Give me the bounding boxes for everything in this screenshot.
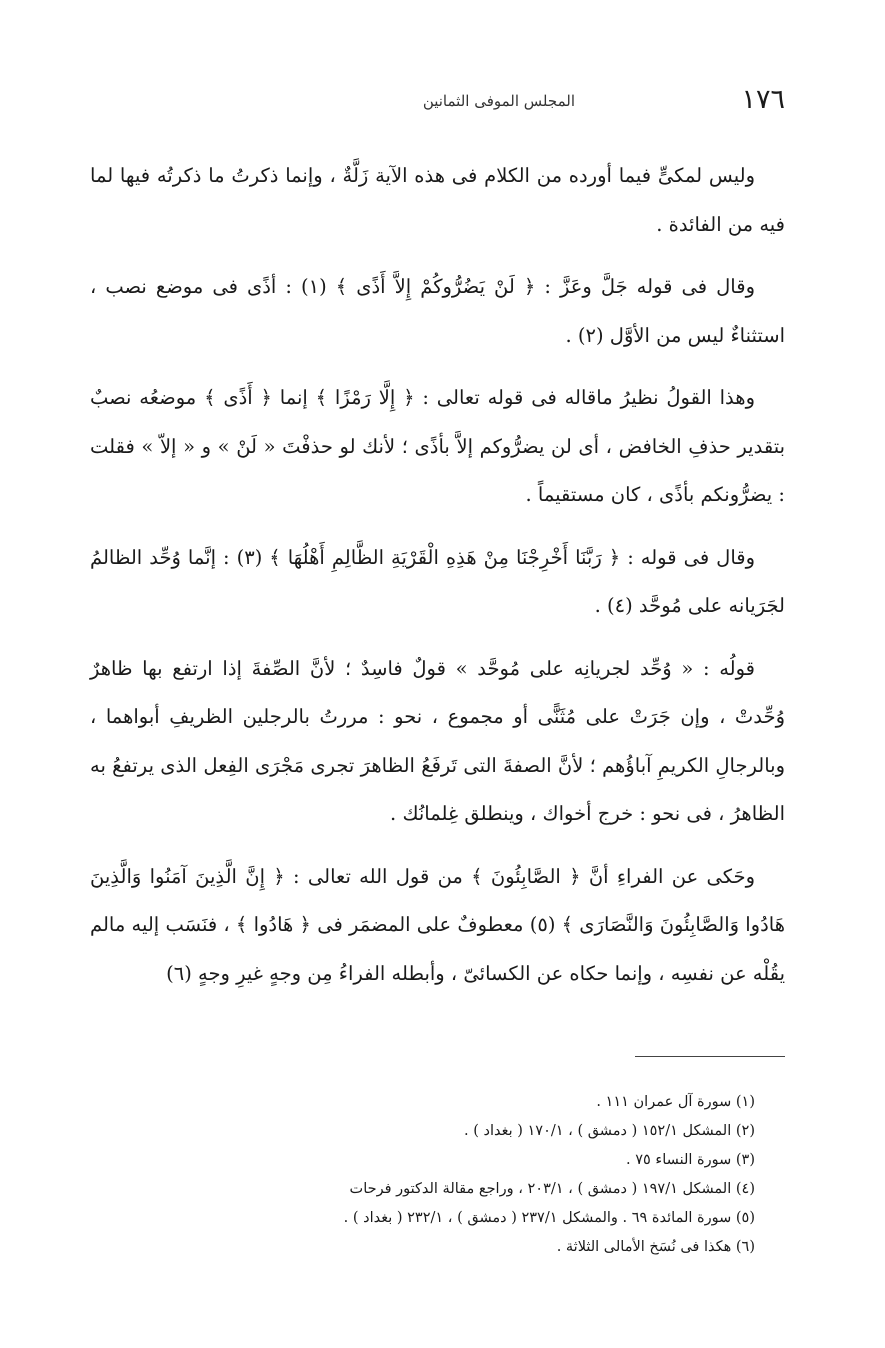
paragraph: وقال فى قوله جَلَّ وعَزَّ : ﴿ لَنْ يَضُرُّوكُمْ إِلاَّ أَذًى ﴾ (١) : أذًى فى موضع نصب ، استثناءٌ ليس من الأوَّل (٢) . bbox=[90, 275, 785, 347]
paragraph: قولُه : « وُحِّد لجريانِه على مُوحَّد » قولٌ فاسِدٌ ؛ لأنَّ الصِّفةَ إذا ارتفع بها ظاهرٌ وُحِّدتْ ، وإن جَرَتْ على مُثَنًّى أو مجموع ، نحو : مررتُ بالرجلين الظريفِ أبواهما ، وبالرجالِ الكريمِ آباؤُهم ؛ لأنَّ الصفةَ التى تَرفَعُ الظاهرَ تجرى مَجْرَى الفِعل الذى يرتفعُ به الظاهرُ ، فى نحو : خرج أخواك ، وينطلق غِلمانُك . bbox=[90, 656, 785, 825]
footnotes bbox=[110, 1088, 755, 1262]
paragraph: وحَكى عن الفراءِ أنَّ ﴿ الصَّابِئُونَ ﴾ من قول الله تعالى : ﴿ إِنَّ الَّذِينَ آمَنُوا وَالَّذِينَ هَادُوا وَالصَّابِئُونَ وَالنَّصَارَى ﴾ (٥) معطوفٌ على المضمَر فى ﴿ هَادُوا ﴾ ، فنَسَب إليه مالم يقُلْه عن نفسِه ، وإنما حكاه عن الكسائىّ ، وأبطله الفراءُ مِن وجهٍ غيرِ وجهٍ (٦) bbox=[90, 864, 785, 985]
running-title: المجلس الموفى الثمانين bbox=[422, 92, 575, 110]
footnote: (٢) المشكل ١٥٢/١ ( دمشق ) ، ١٧٠/١ ( بغداد ) . bbox=[464, 1123, 755, 1139]
paragraph: وقال فى قوله : ﴿ رَبَّنَا أَخْرِجْنَا مِنْ هَذِهِ الْقَرْيَةِ الظَّالِمِ أَهْلُهَا ﴾ (٣) : إنَّما وُحِّد الظالمُ لجَرَيانه على مُوحَّد (٤) . bbox=[90, 545, 785, 617]
paragraph: وليس لمكىٍّ فيما أورده من الكلام فى هذه الآية زَلَّةٌ ، وإنما ذكرتُ ما ذكرتُه فيها لما فيه من الفائدة . bbox=[90, 164, 785, 236]
footnote: (٦) هكذا فى نُسَخ الأمالى الثلاثة . bbox=[556, 1239, 755, 1255]
footnote: (٤) المشكل ١٩٧/١ ( دمشق ) ، ٢٠٣/١ ، وراجع مقالة الدكتور فرحات bbox=[349, 1181, 755, 1197]
footnote: (٥) سورة المائدة ٦٩ . والمشكل ٢٣٧/١ ( دمشق ) ، ٢٣٢/١ ( بغداد ) . bbox=[343, 1210, 755, 1226]
paragraph: وهذا القولُ نظيرُ ماقاله فى قوله تعالى : ﴿ إِلَّا رَمْزًا ﴾ إنما ﴿ أَذًى ﴾ موضعُه نصبٌ بتقدير حذفِ الخافض ، أى لن يضرُّوكم إلاَّ بأذًى ؛ لأنك لو حذفْتَ « لَنْ » و « إلاّ » فقلت : يضرُّونكم بأذًى ، كان مستقيماً . bbox=[90, 386, 786, 506]
footnote: (٣) سورة النساء ٧٥ . bbox=[626, 1152, 755, 1168]
page-number: ١٧٦ bbox=[741, 84, 785, 115]
page-header bbox=[70, 84, 785, 124]
main-text bbox=[90, 152, 785, 1012]
footnote-divider bbox=[635, 1056, 785, 1057]
footnote: (١) سورة آل عمران ١١١ . bbox=[596, 1094, 755, 1110]
